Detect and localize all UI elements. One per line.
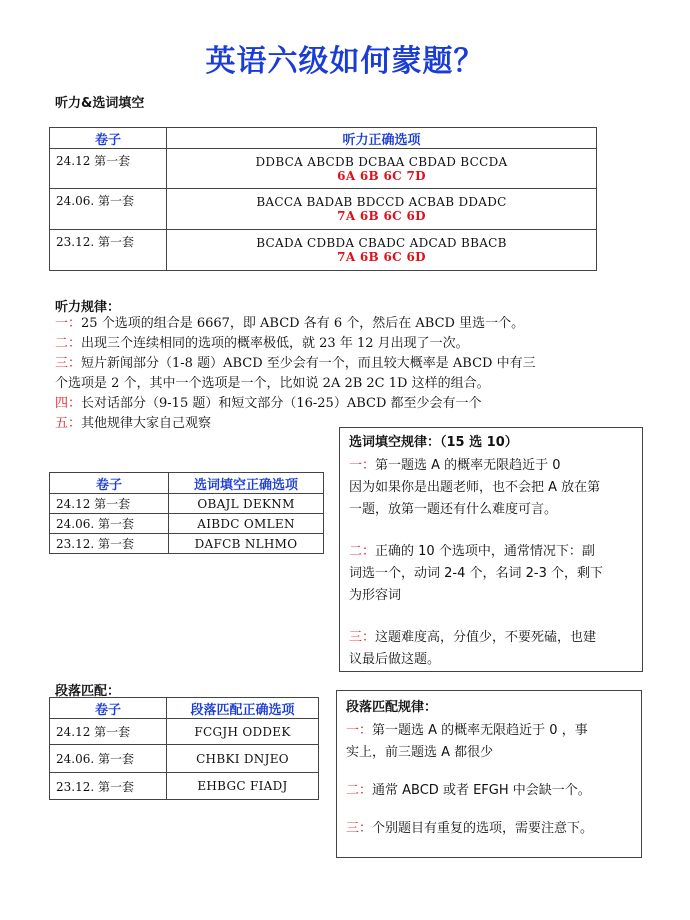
table-row xyxy=(50,773,319,800)
listening-table-header-answers: 听力正确选项 xyxy=(167,128,597,149)
rule-number: 三： xyxy=(349,630,376,645)
fill-table-header-answers: 选词填空正确选项 xyxy=(169,473,324,494)
section-heading-matching: 段落匹配： xyxy=(55,684,121,699)
answer-cell: FCGJH ODDEK xyxy=(167,719,319,745)
fill-rules-heading: 选词填空规律：（15 选 10） xyxy=(349,435,518,450)
match-table-header-paper: 卷子 xyxy=(50,698,167,719)
rule-text: 这题难度高，分值少，不要死磕，也建 xyxy=(375,630,597,645)
table-row xyxy=(50,534,324,554)
paper-cell: 24.12 第一套 xyxy=(50,494,169,514)
rule-line xyxy=(349,455,633,477)
rule-number: 四： xyxy=(55,396,82,411)
match-answer-table xyxy=(49,697,319,800)
match-rules-box xyxy=(336,690,642,858)
table-row xyxy=(50,189,597,230)
paper-cell: 24.06. 第一套 xyxy=(50,189,167,230)
rule-text: 长对话部分（9-15 题）和短文部分（16-25）ABCD 都至少会有一个 xyxy=(81,396,482,411)
rule-number: 一： xyxy=(349,458,376,473)
rule-line xyxy=(346,818,632,840)
listening-rules-list xyxy=(55,314,615,434)
fill-rules-box xyxy=(339,427,643,672)
answer-cell xyxy=(167,149,597,189)
fill-table-header-paper: 卷子 xyxy=(50,473,169,494)
answer-cell: OBAJL DEKNM xyxy=(169,494,324,514)
answer-count-line: 7A 6B 6C 6D xyxy=(337,209,426,223)
listening-rules-heading: 听力规律： xyxy=(55,300,121,315)
answer-cell: AIBDC OMLEN xyxy=(169,514,324,534)
rule-line: 议最后做这题。 xyxy=(349,652,441,667)
rule-number: 二： xyxy=(349,544,376,559)
paper-cell: 23.12. 第一套 xyxy=(50,773,167,800)
table-row xyxy=(50,745,319,773)
rule-line: 实上，前三题选 A 都很少 xyxy=(346,745,494,760)
rule-number: 五： xyxy=(55,416,82,431)
table-row xyxy=(50,719,319,745)
rule-text: 个别题目有重复的选项，需要注意下。 xyxy=(372,821,594,836)
rule-number: 二： xyxy=(55,336,82,351)
section-heading-listening-fill: 听力&选词填空 xyxy=(55,96,145,111)
match-rules-heading: 段落匹配规律： xyxy=(346,700,438,715)
rule-text: 正确的 10 个选项中，通常情况下：副 xyxy=(375,544,595,559)
rule-line xyxy=(349,541,633,563)
rule-item xyxy=(55,374,615,394)
answer-cell xyxy=(167,230,597,271)
rule-number: 三： xyxy=(55,356,82,371)
rule-line: 为形容词 xyxy=(349,588,402,603)
rule-text: 第一题选 A 的概率无限趋近于 0 xyxy=(375,458,561,473)
answer-cell: EHBGC FIADJ xyxy=(167,773,319,800)
table-row xyxy=(50,514,324,534)
table-row xyxy=(50,494,324,514)
rule-text: 第一题选 A 的概率无限趋近于 0 ，事 xyxy=(372,723,588,738)
fill-answer-table xyxy=(49,472,324,554)
rule-line: 一题，放第一题还有什么难度可言。 xyxy=(349,502,558,517)
rule-line: 词选一个，动词 2-4 个，名词 2-3 个，剩下 xyxy=(349,566,603,581)
rule-number: 二： xyxy=(346,783,373,798)
rule-text: 25 个选项的组合是 6667，即 ABCD 各有 6 个，然后在 ABCD 里选一个。 xyxy=(81,316,525,331)
paper-cell: 23.12. 第一套 xyxy=(50,230,167,271)
match-table-header-answers: 段落匹配正确选项 xyxy=(167,698,319,719)
answer-line: BACCA BADAB BDCCD ACBAB DDADC xyxy=(256,195,507,209)
paper-cell: 24.06. 第一套 xyxy=(50,745,167,773)
rule-number: 三： xyxy=(346,821,373,836)
table-row xyxy=(50,230,597,271)
rule-text: 通常 ABCD 或者 EFGH 中会缺一个。 xyxy=(372,783,591,798)
paper-cell: 24.12 第一套 xyxy=(50,719,167,745)
paper-cell: 24.06. 第一套 xyxy=(50,514,169,534)
rule-text: 个选项是 2 个，其中一个选项是一个，比如说 2A 2B 2C 1D 这样的组合。 xyxy=(55,376,490,391)
rule-line xyxy=(349,627,633,649)
rule-line xyxy=(346,780,632,802)
rule-number: 一： xyxy=(55,316,82,331)
rule-text: 短片新闻部分（1-8 题）ABCD 至少会有一个，而且较大概率是 ABCD 中有三 xyxy=(81,356,536,371)
rule-item xyxy=(55,354,615,374)
answer-cell: DAFCB NLHMO xyxy=(169,534,324,554)
listening-table-header-paper: 卷子 xyxy=(50,128,167,149)
rule-item xyxy=(55,314,615,334)
rule-line xyxy=(346,720,632,742)
answer-cell xyxy=(167,189,597,230)
rule-number: 一： xyxy=(346,723,373,738)
rule-item xyxy=(55,394,615,414)
rule-text: 出现三个连续相同的选项的概率极低，就 23 年 12 月出现了一次。 xyxy=(81,336,469,351)
page-title: 英语六级如何蒙题？ xyxy=(205,44,485,79)
answer-count-line: 7A 6B 6C 6D xyxy=(337,250,426,264)
answer-count-line: 6A 6B 6C 7D xyxy=(337,168,426,183)
rule-item xyxy=(55,334,615,354)
answer-cell: CHBKI DNJEO xyxy=(167,745,319,773)
rule-text: 其他规律大家自己观察 xyxy=(81,416,212,431)
paper-cell: 24.12 第一套 xyxy=(50,149,167,189)
answer-line: DDBCA ABCDB DCBAA CBDAD BCCDA xyxy=(255,154,508,169)
listening-answer-table xyxy=(49,127,597,271)
paper-cell: 23.12. 第一套 xyxy=(50,534,169,554)
answer-line: BCADA CDBDA CBADC ADCAD BBACB xyxy=(256,236,507,250)
rule-line: 因为如果你是出题老师，也不会把 A 放在第 xyxy=(349,480,601,495)
table-row xyxy=(50,149,597,189)
